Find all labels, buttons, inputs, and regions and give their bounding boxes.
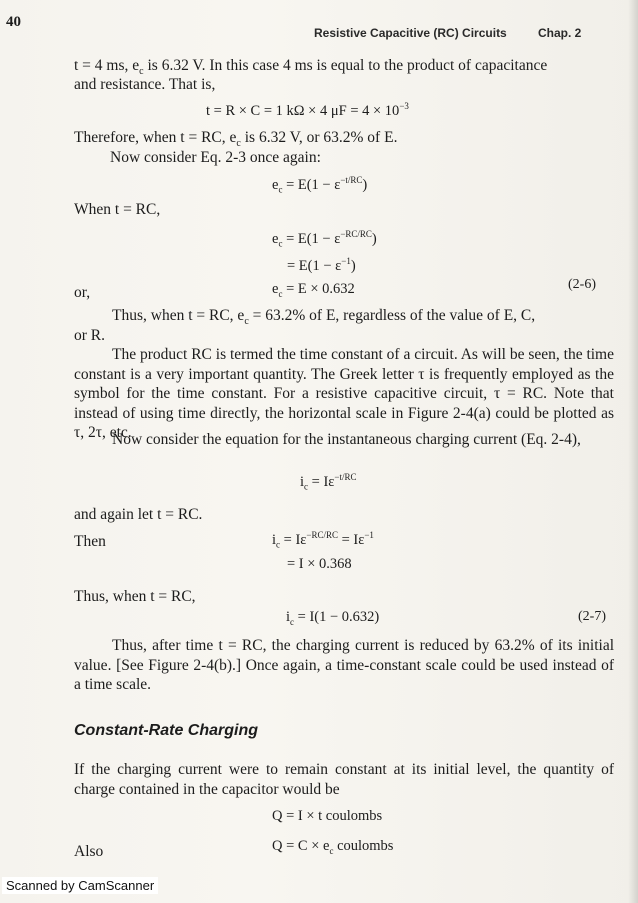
again-let-label: and again let t = RC. xyxy=(74,506,203,523)
thus-line-2: or R. xyxy=(74,327,105,344)
time-constant-paragraph: The product RC is termed the time constant of a circuit. As will be seen, the time constant is a very important quantity. The Greek letter τ is frequently employed as the symbol for the time constant. For a resistive capacitive circuit, τ = RC. Note that instead of using time directly, the horizontal scale in Figure 2-4(a) could be plotted as τ, 2τ, etc. xyxy=(74,346,614,441)
page-number: 40 xyxy=(6,14,21,30)
now-consider-line: Now consider Eq. 2-3 once again: xyxy=(110,149,321,166)
equation-2-3: $e_c = E(1 - \varepsilon^{-t/RC})$ xyxy=(272,175,368,195)
charging-current-intro: Now consider the equation for the instantaneous charging current (Eq. 2-4), xyxy=(112,431,581,448)
thus-line-1: Thus, when t = RC, $e_c = 63.2\%$ of E, regardless of the value of E, C, xyxy=(112,307,536,328)
running-header-title: Resistive Capacitive (RC) Circuits xyxy=(314,26,507,40)
equation-number-2-6: (2-6) xyxy=(568,277,596,292)
also-label: Also xyxy=(74,843,104,860)
constant-rate-paragraph: If the charging current were to remain constant at its initial level, the quantity of charge contained in the capacitor would be xyxy=(74,761,614,798)
equation-current-step-1: $i_c = I\varepsilon^{-RC/RC} = I\varepsilon^{-1}$ xyxy=(272,530,374,550)
equation-charge-capacitance: $Q = C \times e_c$ coulombs xyxy=(272,838,394,856)
thus-when-label: Thus, when t = RC, xyxy=(74,588,196,605)
equation-2-7: $i_c = I(1 - 0.632)$ xyxy=(286,609,380,627)
scanner-watermark: Scanned by CamScanner xyxy=(2,877,158,894)
equation-current-step-2: = I × 0.368 xyxy=(287,556,352,572)
then-label: Then xyxy=(74,533,106,550)
equation-charging-current: $i_c = I\varepsilon^{-t/RC}$ xyxy=(300,472,357,492)
page-edge-shadow xyxy=(628,0,638,903)
section-heading: Constant-Rate Charging xyxy=(74,722,258,739)
equation-time-constant-value: t = R × C = 1 kΩ × 4 $\mu F = 4 \times 10^{-3}$ xyxy=(206,101,409,119)
equation-number-2-7: (2-7) xyxy=(578,609,606,624)
intro-line-2: and resistance. That is, xyxy=(74,76,216,93)
after-time-paragraph: Thus, after time t = RC, the charging current is reduced by 63.2% of its initial value. [See Figure 2-4(b).] Once again, a time-constant scale could be used instead of a time scale. xyxy=(74,637,614,693)
or-label: or, xyxy=(74,284,91,301)
running-header-chapter: Chap. 2 xyxy=(538,26,582,40)
therefore-line: Therefore, when t = RC, $e_c$ is 6.32 V, or 63.2% of E. xyxy=(74,129,398,150)
equation-step-1: $e_c = E(1 - \varepsilon^{-RC/RC})$ xyxy=(272,229,377,249)
intro-line-1: t = 4 ms, $e_c$ is 6.32 V. In this case 4 ms is equal to the product of capacitance xyxy=(74,57,548,78)
equation-2-6: $e_c = E \times 0.632$ xyxy=(272,281,355,299)
equation-charge-current-time: Q = I × t coulombs xyxy=(272,808,383,824)
equation-step-2: = $E(1 - \varepsilon^{-1})$ xyxy=(287,256,356,274)
when-t-equals-rc-label: When t = RC, xyxy=(74,201,161,218)
